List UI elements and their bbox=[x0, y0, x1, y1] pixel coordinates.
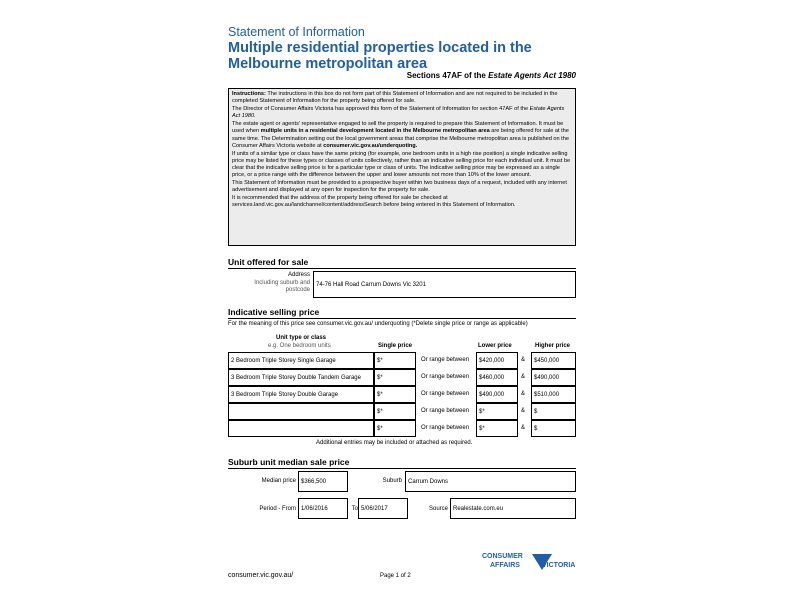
col-unit-subheader: e.g. One bedroom units bbox=[268, 343, 331, 349]
suburb-label: Suburb bbox=[382, 478, 402, 484]
range-label: Or range between bbox=[421, 408, 470, 414]
higher-price-field[interactable]: $450,000 bbox=[531, 352, 576, 369]
source-field[interactable]: Realestate.com.eu bbox=[450, 498, 576, 519]
unit-type-field[interactable]: 2 Bedroom Triple Storey Single Garage bbox=[228, 352, 374, 369]
median-heading: Suburb unit median sale price bbox=[228, 457, 350, 467]
page-number: Page 1 of 2 bbox=[380, 573, 411, 579]
range-amp: & bbox=[521, 357, 526, 363]
period-from-label: Period - From bbox=[259, 506, 296, 512]
lower-price-field[interactable]: $460,000 bbox=[476, 369, 518, 386]
period-from-field[interactable]: 1/06/2016 bbox=[298, 498, 348, 519]
range-label: Or range between bbox=[421, 357, 470, 363]
source-label: Source bbox=[428, 506, 448, 512]
additional-note: Additional entries may be included or attached as required. bbox=[316, 440, 473, 446]
period-to-label: To bbox=[351, 506, 358, 512]
form-subtitle: Statement of Information bbox=[228, 25, 365, 39]
col-lower-header: Lower price bbox=[478, 343, 512, 349]
period-to-field[interactable]: 5/06/2017 bbox=[358, 498, 408, 519]
col-higher-header: Higher price bbox=[535, 343, 571, 349]
form-title: Multiple residential properties located in the Melbourne metropolitan area bbox=[228, 40, 532, 72]
unit-type-field[interactable] bbox=[228, 403, 374, 420]
range-label: Or range between bbox=[421, 374, 470, 380]
address-field[interactable]: 74-76 Hall Road Carrum Downs Vic 3201 bbox=[313, 271, 576, 298]
logo-line1: CONSUMER bbox=[482, 553, 523, 560]
logo-line3: VICTORIA bbox=[542, 562, 576, 569]
range-label: Or range between bbox=[421, 425, 470, 431]
suburb-field[interactable]: Carrum Downs bbox=[405, 471, 576, 492]
lower-price-field[interactable]: $* bbox=[476, 403, 518, 420]
range-amp: & bbox=[521, 425, 526, 431]
address-label: Address Including suburb and postcode bbox=[254, 272, 310, 293]
footer-url[interactable]: consumer.vic.gov.au/ bbox=[228, 572, 294, 579]
median-price-field[interactable]: $366,500 bbox=[298, 471, 348, 492]
unit-type-field[interactable] bbox=[228, 420, 374, 437]
higher-price-field[interactable]: $ bbox=[531, 420, 576, 437]
sections-reference: Sections 47AF of the Estate Agents Act 1980 bbox=[406, 71, 576, 80]
single-price-field[interactable]: $* bbox=[374, 386, 416, 403]
col-unit-header: Unit type or class bbox=[276, 335, 327, 341]
lower-price-field[interactable]: $420,000 bbox=[476, 352, 518, 369]
unit-type-field[interactable]: 3 Bedroom Triple Storey Double Tandem Garage bbox=[228, 369, 374, 386]
col-single-header: Single price bbox=[378, 343, 413, 349]
single-price-field[interactable]: $* bbox=[374, 420, 416, 437]
divider bbox=[228, 468, 576, 469]
higher-price-field[interactable]: $ bbox=[531, 403, 576, 420]
consumer-affairs-victoria-logo bbox=[482, 551, 582, 573]
median-price-label: Median price bbox=[261, 478, 296, 484]
indicative-heading: Indicative selling price bbox=[228, 307, 320, 317]
lower-price-field[interactable]: $490,000 bbox=[476, 386, 518, 403]
range-amp: & bbox=[521, 374, 526, 380]
divider bbox=[228, 318, 576, 319]
unit-type-field[interactable]: 3 Bedroom Triple Storey Double Garage bbox=[228, 386, 374, 403]
single-price-field[interactable]: $* bbox=[374, 403, 416, 420]
range-amp: & bbox=[521, 391, 526, 397]
indicative-note: For the meaning of this price see consumer.vic.gov.au/ underquoting (*Delete single price or range as applicable) bbox=[228, 321, 528, 327]
range-amp: & bbox=[521, 408, 526, 414]
higher-price-field[interactable]: $510,000 bbox=[531, 386, 576, 403]
range-label: Or range between bbox=[421, 391, 470, 397]
unit-heading: Unit offered for sale bbox=[228, 257, 309, 267]
logo-line2: AFFAIRS bbox=[490, 562, 520, 569]
instructions-box: Instructions: The instructions in this box do not form part of this Statement of Information and are not required to be included in the completed Statement of Information for the property being offered for sale. The Director of Consumer Affairs Victoria has approved this form of the Statement of Information for section 47AF of the Estate Agents Act 1980. The estate agent or agents' representative engaged to sell the property is required to prepare this Statement of Information. It must be used when multiple units in a residential development located in the Melbourne metropolitan area are being offered for sale at the same time. The Determination setting out the local government areas that comprise the Melbourne metropolitan area is published on the Consumer Affairs Victoria website at consumer.vic.gov.au/underquoting. If units of a similar type or class have the same pricing (for example, one bedroom units in a high rise position) a single indicative selling price may be listed for these types or classes of units collectively, rather than an indicative selling price for each individual unit. It must be clear that the indicative selling price is for a particular type or class of units. The indicative selling price may be expressed as a single price, or a price range with the difference between the upper and lower amounts not more than 10% of the lower amount. This Statement of Information must be provided to a prospective buyer within two business days of a request, included with any internet advertisement and displayed at any open for inspection for the property for sale. It is recommended that the address of the property being offered for sale be checked at services.land.vic.gov.au/landchannel/content/addressSearch before being entered in this Statement of Information. bbox=[228, 88, 576, 246]
single-price-field[interactable]: $* bbox=[374, 352, 416, 369]
lower-price-field[interactable]: $* bbox=[476, 420, 518, 437]
single-price-field[interactable]: $* bbox=[374, 369, 416, 386]
divider bbox=[228, 268, 576, 269]
higher-price-field[interactable]: $490,000 bbox=[531, 369, 576, 386]
